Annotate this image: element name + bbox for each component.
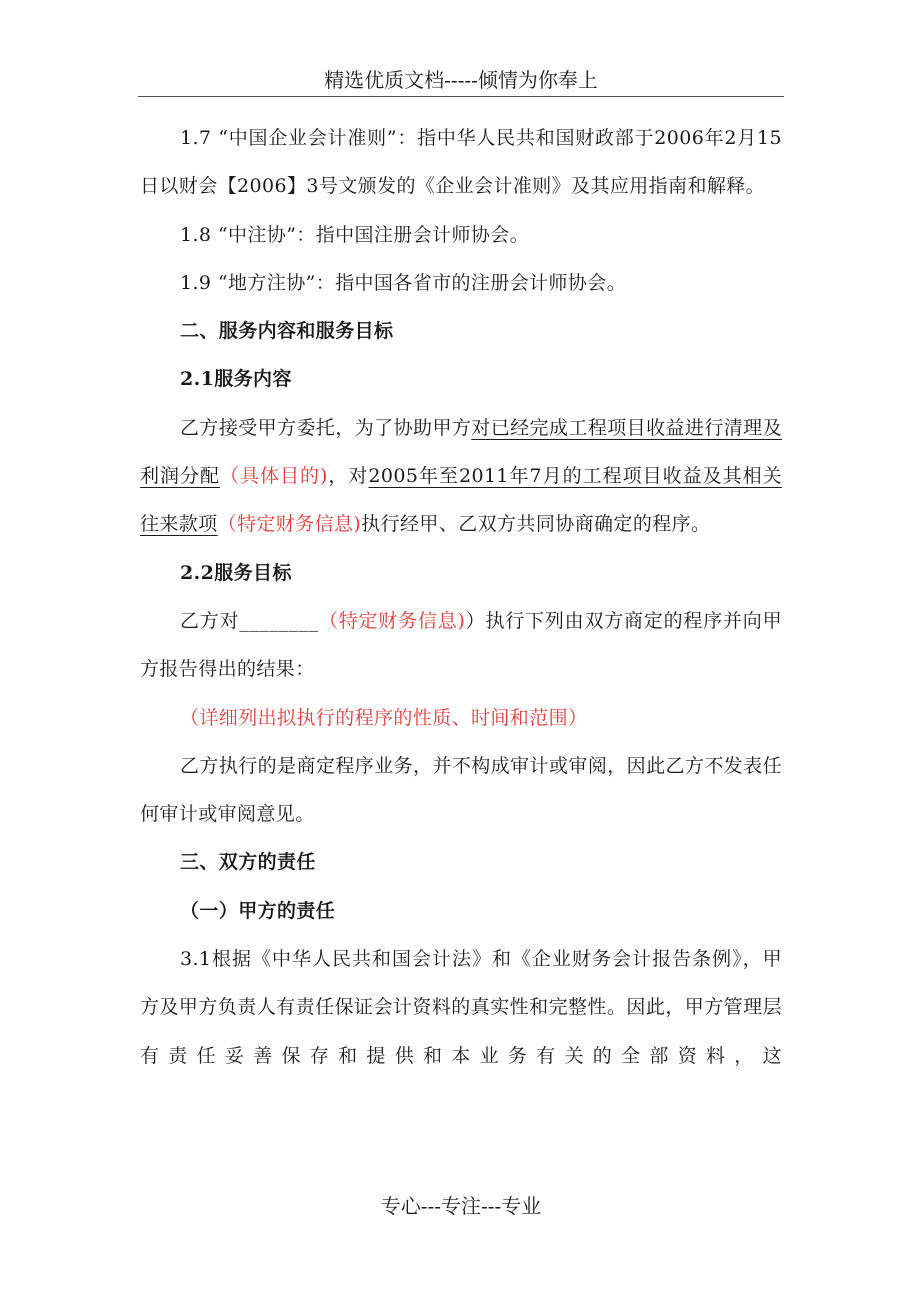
specific-purpose-note: （具体目的) bbox=[220, 465, 328, 488]
clause-1-9 bbox=[140, 259, 782, 307]
clause-text: “地方注协”：指中国各省市的注册会计师协会。 bbox=[217, 271, 627, 294]
clause-number: 1.9 bbox=[180, 271, 212, 294]
fill-in-blank: ________ bbox=[239, 609, 319, 632]
clause-text: 执行经甲、乙双方共同协商确定的程序。 bbox=[361, 513, 711, 536]
subsection-heading-2-1: 2.1服务内容 bbox=[180, 368, 292, 391]
header-divider bbox=[138, 96, 784, 97]
clause-text: ，对 bbox=[327, 465, 369, 488]
clause-text: 乙方接受甲方委托，为了协助甲方 bbox=[180, 416, 472, 439]
clause-text: “中注协”：指中国注册会计师协会。 bbox=[217, 223, 530, 246]
document-body bbox=[140, 114, 782, 1080]
clause-text: 乙方对 bbox=[180, 609, 240, 632]
procedure-detail-note: （详细列出拟执行的程序的性质、时间和范围） bbox=[180, 706, 588, 729]
section-heading-2: 二、服务内容和服务目标 bbox=[180, 320, 394, 343]
clause-1-7 bbox=[140, 114, 782, 211]
clause-2-1 bbox=[140, 404, 782, 549]
page-header: 精选优质文档-----倾情为你奉上 bbox=[324, 68, 598, 92]
specific-purpose-underlined: 对已经完成工程项目收益进行清理及利润分配 bbox=[140, 416, 782, 488]
subsection-heading-3-1: （一）甲方的责任 bbox=[180, 899, 336, 922]
clause-2-2-statement: 乙方执行的是商定程序业务，并不构成审计或审阅，因此乙方不发表任何审计或审阅意见。 bbox=[140, 754, 782, 826]
clause-number: 1.7 bbox=[180, 127, 212, 149]
section-heading-3: 三、双方的责任 bbox=[180, 851, 316, 874]
subsection-heading-2-2: 2.2服务目标 bbox=[180, 561, 292, 584]
financial-info-note: （特定财务信息) bbox=[217, 513, 362, 536]
clause-3-1: 3.1根据《中华人民共和国会计法》和《企业财务会计报告条例》，甲方及甲方负责人有责任保证会计资料的真实性和完整性。因此，甲方管理层有责任妥善保存和提供和本业务有关的全部资料，这 bbox=[140, 948, 782, 1067]
financial-info-note: （特定财务信息) bbox=[318, 609, 466, 632]
clause-text: ）执行下列由双方商定的程序并向甲方报告得出的结果： bbox=[140, 609, 782, 681]
financial-info-underlined: 2005年至2011年7月的工程项目收益及其相关往来款项 bbox=[140, 465, 782, 536]
page-footer: 专心---专注---专业 bbox=[380, 1194, 542, 1218]
clause-text: “中国企业会计准则”：指中华人民共和国财政部于2006年2月15日以财会【2006】3号文颁发的《企业会计准则》及其应用指南和解释。 bbox=[140, 127, 782, 198]
clause-2-2 bbox=[140, 597, 782, 694]
clause-1-8 bbox=[140, 211, 782, 259]
clause-number: 1.8 bbox=[180, 223, 212, 246]
